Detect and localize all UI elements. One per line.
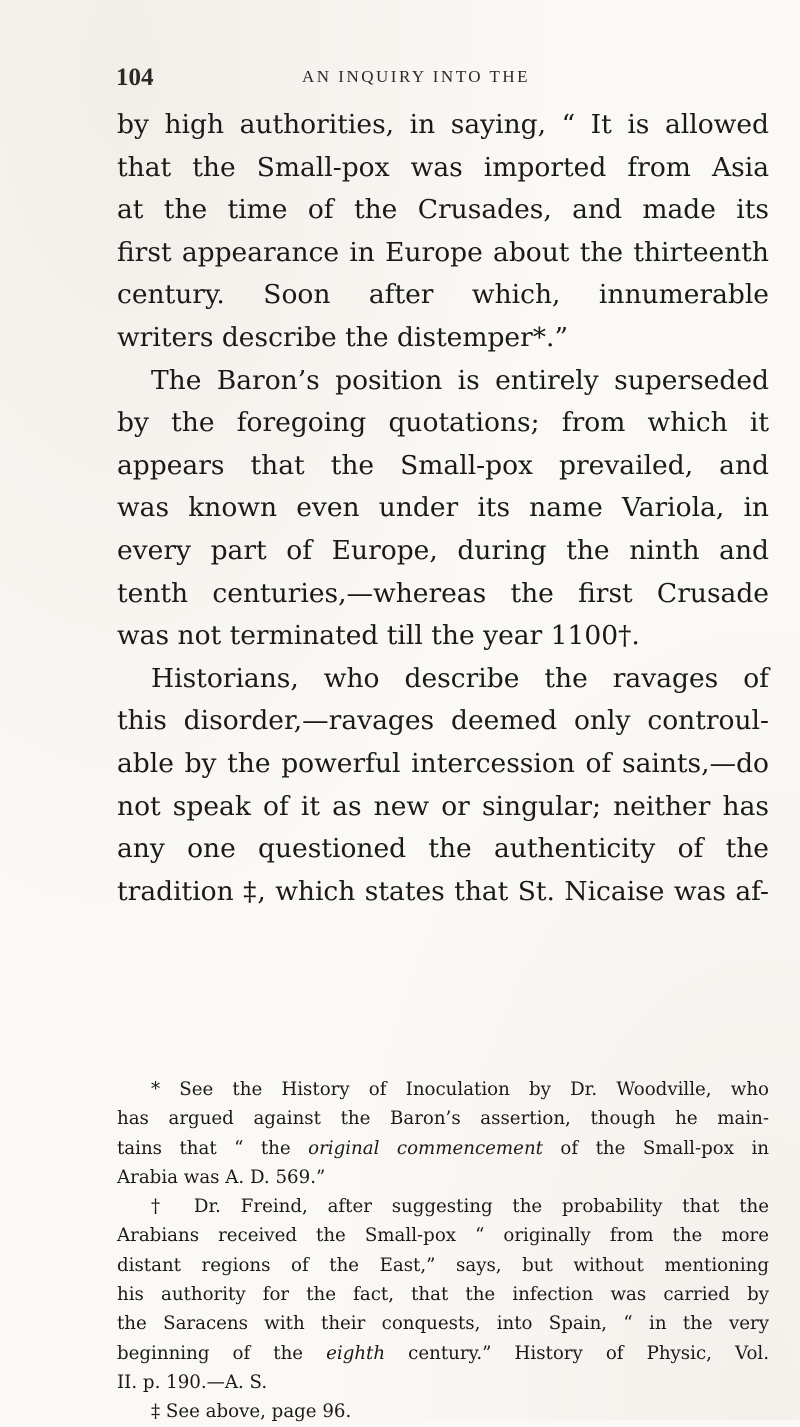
footnote-line: has argued against the Baron’s assertion, though he main- (117, 1108, 769, 1130)
footnotes (117, 1075, 769, 1427)
body-line: writers describe the distemper*.” (117, 321, 569, 353)
body-line: by high authorities, in saying, “ It is allowed (117, 109, 769, 140)
footnote-line: † Dr. Freind, after suggesting the probability that the (151, 1196, 769, 1218)
body-line: this disorder,—ravages deemed only controul- (117, 705, 769, 737)
footnote-line: Arabians received the Small-pox “ originally from the more (117, 1225, 769, 1247)
footnote-line (117, 1339, 769, 1368)
footnote-line: * See the History of Inoculation by Dr. Woodville, who (151, 1079, 769, 1100)
footnote-line (117, 1134, 769, 1163)
body-line: every part of Europe, during the ninth and (117, 534, 769, 566)
footnote-text: tains that “ the (117, 1137, 309, 1159)
body-line: by the foregoing quotations; from which it (117, 407, 769, 439)
body-line: able by the powerful intercession of saints,—do (117, 747, 769, 779)
body-line: any one questioned the authenticity of the (117, 833, 769, 865)
body-line: tradition ‡, which states that St. Nicaise was af- (117, 875, 769, 907)
footnote-line: the Saracens with their conquests, into Spain, “ in the very (117, 1313, 769, 1335)
running-head: AN INQUIRY INTO THE (302, 67, 531, 86)
footnote-line: distant regions of the East,” says, but without mentioning (117, 1254, 769, 1276)
footnote-line: II. p. 190.—A. S. (117, 1371, 268, 1393)
body-line: not speak of it as new or singular; neither has (117, 790, 769, 822)
page-number: 104 (116, 64, 154, 91)
footnote-text: century.” History of Physic, Vol. (385, 1342, 769, 1364)
body-line: at the time of the Crusades, and made its (117, 194, 769, 226)
body-line: first appearance in Europe about the thirteenth (117, 236, 769, 268)
page-header (116, 64, 756, 94)
footnote-text: of the Small-pox in (542, 1137, 769, 1159)
footnote-emphasis: original commencement (308, 1137, 543, 1159)
body-line: was known even under its name Variola, in (117, 492, 769, 524)
footnote-line: ‡ See above, page 96. (151, 1401, 352, 1423)
footnote-line: his authority for the fact, that the infection was carried by (117, 1284, 769, 1306)
body-line: appears that the Small-pox prevailed, and (117, 449, 769, 481)
body-line: century. Soon after which, innumerable (117, 279, 769, 311)
body-line: that the Small-pox was imported from Asia (117, 151, 769, 183)
body-line: Historians, who describe the ravages of (151, 662, 769, 694)
body-line: The Baron’s position is entirely superseded (151, 364, 769, 396)
footnote-emphasis: eighth (326, 1342, 386, 1364)
body-line: was not terminated till the year 1100†. (117, 620, 640, 652)
footnote-line: Arabia was A. D. 569.” (117, 1166, 326, 1188)
body-line: tenth centuries,—whereas the first Crusade (117, 577, 769, 609)
footnote-text: beginning of the (117, 1342, 327, 1364)
body-text (117, 104, 769, 913)
